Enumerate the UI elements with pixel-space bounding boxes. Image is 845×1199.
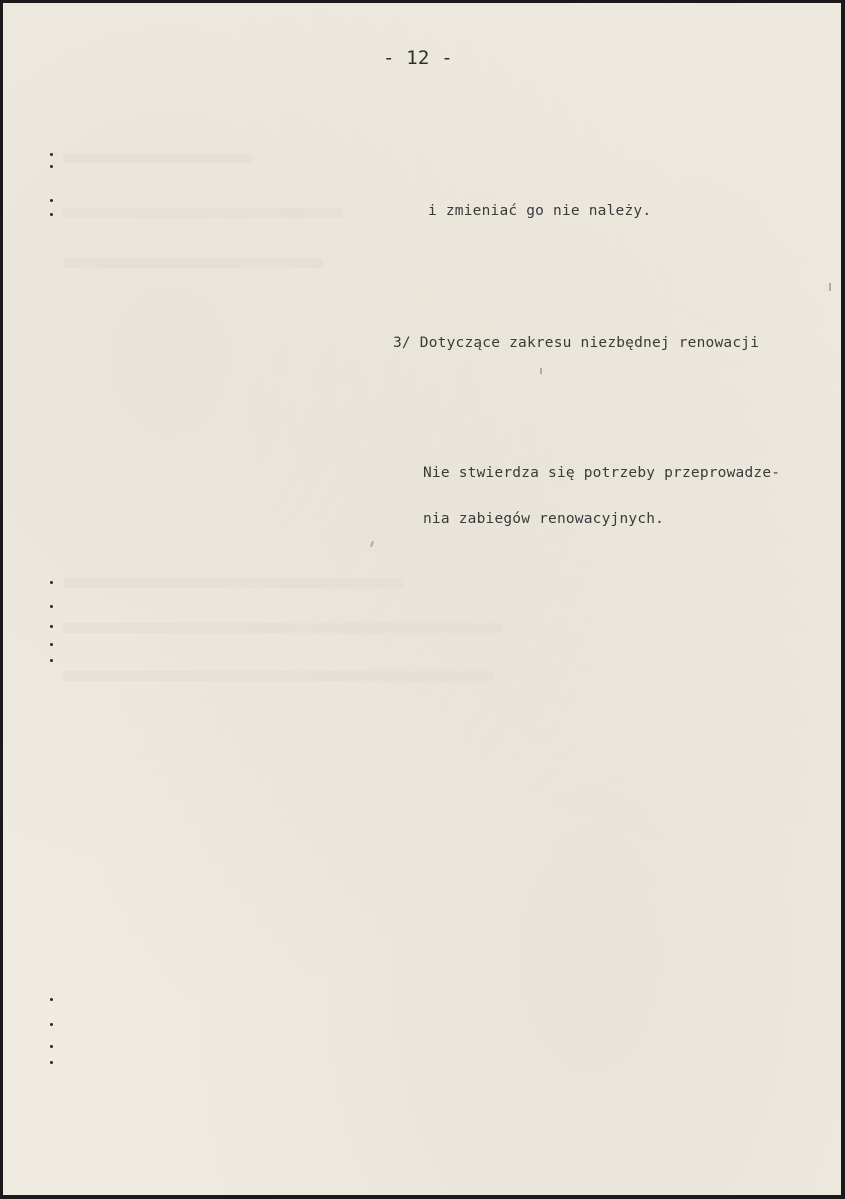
binding-mark	[50, 199, 53, 202]
binding-mark	[50, 581, 53, 584]
binding-mark	[50, 1061, 53, 1064]
binding-mark	[50, 1045, 53, 1048]
binding-mark	[50, 643, 53, 646]
show-through-text	[63, 578, 403, 588]
paper-speck	[829, 283, 831, 291]
section-heading: 3/ Dotyczące zakresu niezbędnej renowacji	[393, 335, 760, 351]
binding-mark	[50, 605, 53, 608]
binding-mark	[50, 213, 53, 216]
document-page	[3, 3, 841, 1195]
paper-speck	[540, 368, 542, 374]
binding-mark	[50, 165, 53, 168]
paper-speck	[370, 541, 374, 547]
binding-mark	[50, 1023, 53, 1026]
page-number: - 12 -	[383, 47, 453, 69]
paragraph-line: Nie stwierdza się potrzeby przeprowadze-	[423, 465, 781, 481]
binding-mark	[50, 659, 53, 662]
show-through-text	[63, 258, 323, 268]
binding-mark	[50, 625, 53, 628]
show-through-text	[63, 153, 253, 163]
binding-mark	[50, 153, 53, 156]
show-through-text	[63, 671, 493, 681]
paragraph-line: nia zabiegów renowacyjnych.	[423, 511, 665, 527]
show-through-text	[63, 623, 503, 633]
show-through-text	[63, 208, 343, 218]
binding-mark	[50, 998, 53, 1001]
paragraph-line: i zmieniać go nie należy.	[428, 203, 652, 219]
